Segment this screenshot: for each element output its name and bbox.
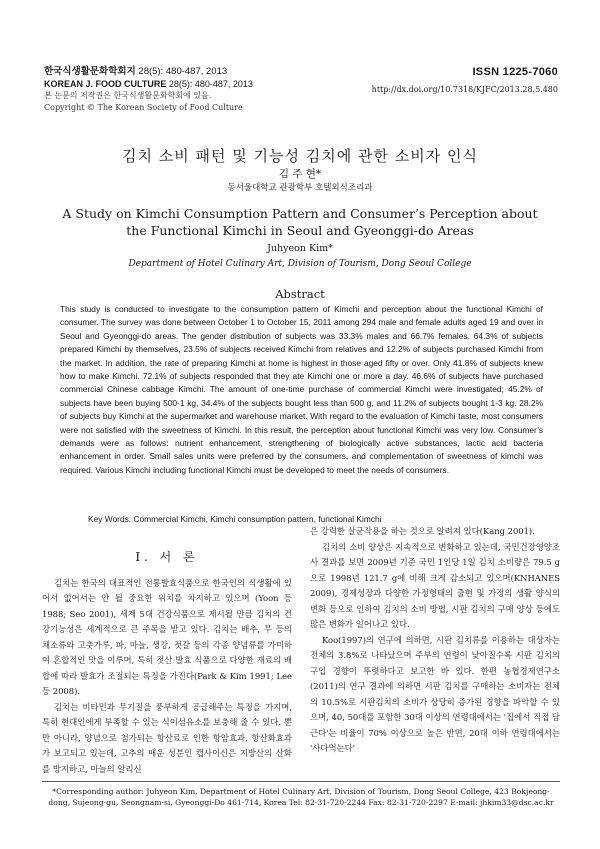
footnote-divider (42, 781, 560, 782)
paragraph: 은 강력한 살균작용을 하는 것으로 알려져 있다(Kang 2001). (310, 526, 535, 536)
paragraph: 김치는 한국의 대표적인 전통발효식품으로 한국인의 식생활에 있어서 없어서는 안 될 중요한 위치를 차지하고 있으며 (Yoon 등 1988; Seo 2001), 세계 5대 건강식품으로 제시될 만큼 김치의 건강기능성은 세계적으로 큰 주목을 받고 있다. 김치는 배추, 무 등의 채소류와 고춧가루, 파, 마늘, 생강, 젓갈 등의 각종 양념류를 가미하여 혼합적인 맛을 이루며, 특히 젓산 발효 식품으로 다양한 재료의 배합에 따라 발효가 조절되는 특징을 가진다(Park & Kim 1991; Lee 등 2008). (42, 577, 292, 696)
abstract-body: This study is conducted to investigate to the consumption pattern of Kimchi and perception about the functional Kimchi of consumer. The survey was done between October 1 to October 15, 2011 among 294 male and female adults aged 19 and over in Seoul and Gyeonggi-do areas. The gender distribution of subjects was 33.3% males and 66.7% females. 64.3% of subjects prepared Kimchi by themselves, 23.5% of subjects received Kimchi from relatives and 12.2% of subjects purchased Kimchi from the market. In addition, the rate of preparing Kimchi at home is highest in those aged fifty or over. Only 41.8% of subjects knew how to make Kimchi. 72.1% of subjects responded that they ate Kimchi one or more a day. 46.6% of subjects have purchased commercial Chinese cabbage Kimchi. The amount of one-time purchase of commercial Kimchi were investigated; 45.2% of subjects have been buying 500-1 kg, 34.4% of the subjects bought less than 500 g, and 11.2% of subjects bought 1-3 kg. 28.2% of subjects buy Kimchi at the supermarket and warehouse market. With regard to the evaluation of Kimchi taste, most consumers were not satisfied with the sweetness of Kimchi. In this result, the perception about functional Kimchi was very low. Consumer’s demands were as follows: nutrient enhancement, strengthening of biologically active substances, lactic acid bacteria enhancement in order. Small sales units were preferred by the consumers, and complementation of sweetness of kimchi was required. Various Kimchi including functional Kimchi must be developed to meet the needs of consumers. (60, 304, 543, 475)
affiliation-english: Department of Hotel Culinary Art, Division of Tourism, Dong Seoul College (128, 259, 472, 269)
corresponding-author-footnote: *Corresponding author: Juhyeon Kim, Department of Hotel Culinary Art, Division of Tourism, Dong Seoul College, 423 Bokjeong-dong, Sujeong-gu, Seongnam-si, Gyeonggi-Do 461-714, Korea Tel: 82-31-720-2244 Fax: 82-31-720-2297 E-mail: jhkim33@dsc.ac.kr (48, 787, 554, 807)
issn: ISSN 1225-7060 (472, 66, 558, 78)
journal-header (44, 66, 253, 114)
paragraph: 김치는 비타민과 무기질을 풍부하게 공급해주는 특징을 가지며, 특히 현대인에게 부족할 수 있는 식이섬유소를 보충해 줄 수 있다. 뿐 만 아니라, 양념으로 첨가되는 항산료로 인한 항암효과, 항산화효과가 보고되고 있는데, 고추의 매운 성분인 캡사이신은 지방산의 산화를 방지하고, 마늘의 알리신 (42, 701, 292, 774)
abstract-heading: Abstract (275, 287, 325, 301)
keywords: Key Words: Commercial Kimchi, Kimchi consumption pattern, functional Kimchi (88, 514, 382, 524)
paragraph: 김치의 소비 양상은 지속적으로 변화하고 있는데, 국민건강영양조사 결과를 보면 2009년 기준 국민 1인당 1일 김치 소비량은 79.5 g으로 1998년 121.7 g에 비해 크게 감소되고 있으며(KNHANES 2009), 경제성장과 다양한 가정형태의 출현 및 가정의 생활 양식의 변화 등으로 인하여 김치의 소비 방법, 시판 김치의 구매 양상 등에도 많은 변화가 일어나고 있다. (310, 541, 560, 629)
body-column-left (42, 550, 292, 777)
affiliation-korean: 동서울대학교 관광학부 호텔외식조리과 (227, 183, 373, 193)
body-column-right (310, 524, 560, 757)
author-korean: 김 주 현* (278, 168, 322, 180)
doi-link[interactable]: http://dx.doi.org/10.7318/KJFC/2013.28.5.480 (371, 85, 558, 94)
title-english: A Study on Kimchi Consumption Pattern and Consumer’s Perception about the Functional Kimchi in Seoul and Gyeonggi-do Areas (62, 206, 538, 238)
author-english: Juhyeon Kim* (267, 243, 333, 254)
section-heading-introduction: Ⅰ. 서 론 (135, 550, 199, 564)
journal-name-english: KOREAN J. FOOD CULTURE 28(5): 480-487, 2013 (44, 79, 253, 89)
journal-name-korean: 한국식생활문화학회지 28(5): 480-487, 2013 (44, 66, 228, 77)
copyright-note-english: Copyright © The Korean Society of Food Culture (44, 103, 243, 112)
title-korean: 김치 소비 패턴 및 기능성 김치에 관한 소비자 인식 (122, 147, 478, 165)
journal-identifiers (372, 66, 558, 96)
copyright-note-korean: 본 논문의 저작권은 한국식생활문화학회에 있음. (44, 91, 212, 100)
paragraph: Koo(1997)의 연구에 의하면, 시판 김치류를 이용하는 대상자는 전체의 3.8%로 나타났으며 주부의 연령이 낮아질수록 시판 김치의 구입 경향이 뚜렷하다고 보고한 바 있다. 한편 농협경제연구소(2011)의 연구 결과에 의하면 시판 김치를 구매하는 소비자는 전체의 10.5%로 시판김치의 소비가 상당히 증가된 경향을 파악할 수 있으며, 40, 50대를 포함한 30대 이상의 연령대에서는 '집에서 직접 담근다'는 비율이 70% 이상으로 높은 반면, 20대 이하 연령대에서는 '사다먹는다' (310, 634, 560, 753)
